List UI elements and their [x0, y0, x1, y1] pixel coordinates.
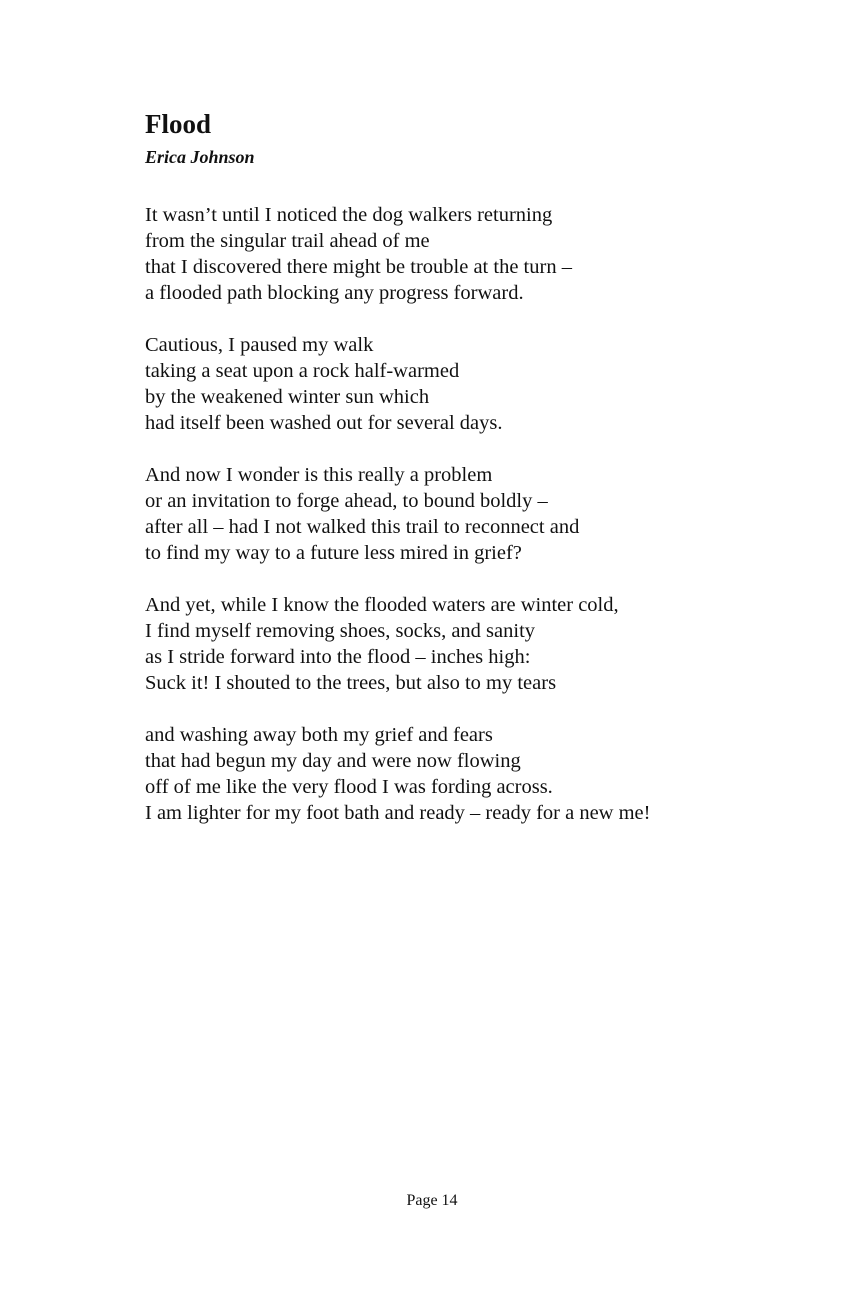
- stanza-5: [145, 722, 825, 826]
- poem-line: And now I wonder is this really a problem: [145, 464, 493, 486]
- poem-line: after all – had I not walked this trail to reconnect and: [145, 516, 580, 538]
- poem-line: taking a seat upon a rock half-warmed: [145, 360, 460, 382]
- poem-content: [145, 106, 825, 852]
- poem-line: and washing away both my grief and fears: [145, 724, 493, 746]
- stanza-2: [145, 332, 825, 436]
- poem-line: I am lighter for my foot bath and ready – ready for a new me!: [145, 802, 651, 824]
- poem-line: that had begun my day and were now flowing: [145, 750, 521, 772]
- poem-line: that I discovered there might be trouble at the turn –: [145, 256, 572, 278]
- poem-line: And yet, while I know the flooded waters are winter cold,: [145, 594, 619, 616]
- stanza-3: [145, 462, 825, 566]
- poem-line: had itself been washed out for several days.: [145, 412, 503, 434]
- poem-line: off of me like the very flood I was fording across.: [145, 776, 553, 798]
- poem-author: Erica Johnson: [145, 147, 255, 167]
- poem-body: [145, 202, 825, 826]
- poem-line: to find my way to a future less mired in grief?: [145, 542, 522, 564]
- poem-line: Cautious, I paused my walk: [145, 334, 374, 356]
- poem-line: as I stride forward into the flood – inches high:: [145, 646, 531, 668]
- stanza-1: [145, 202, 825, 306]
- poem-line: It wasn’t until I noticed the dog walkers returning: [145, 204, 553, 226]
- poem-line: Suck it! I shouted to the trees, but also to my tears: [145, 672, 557, 694]
- poem-line: a flooded path blocking any progress forward.: [145, 282, 524, 304]
- poem-line: I find myself removing shoes, socks, and sanity: [145, 620, 536, 642]
- stanza-4: [145, 592, 825, 696]
- poem-title: Flood: [145, 109, 212, 139]
- poem-line: by the weakened winter sun which: [145, 386, 430, 408]
- page-number: Page 14: [406, 1192, 458, 1209]
- poem-line: from the singular trail ahead of me: [145, 230, 430, 252]
- poem-line: or an invitation to forge ahead, to bound boldly –: [145, 490, 548, 512]
